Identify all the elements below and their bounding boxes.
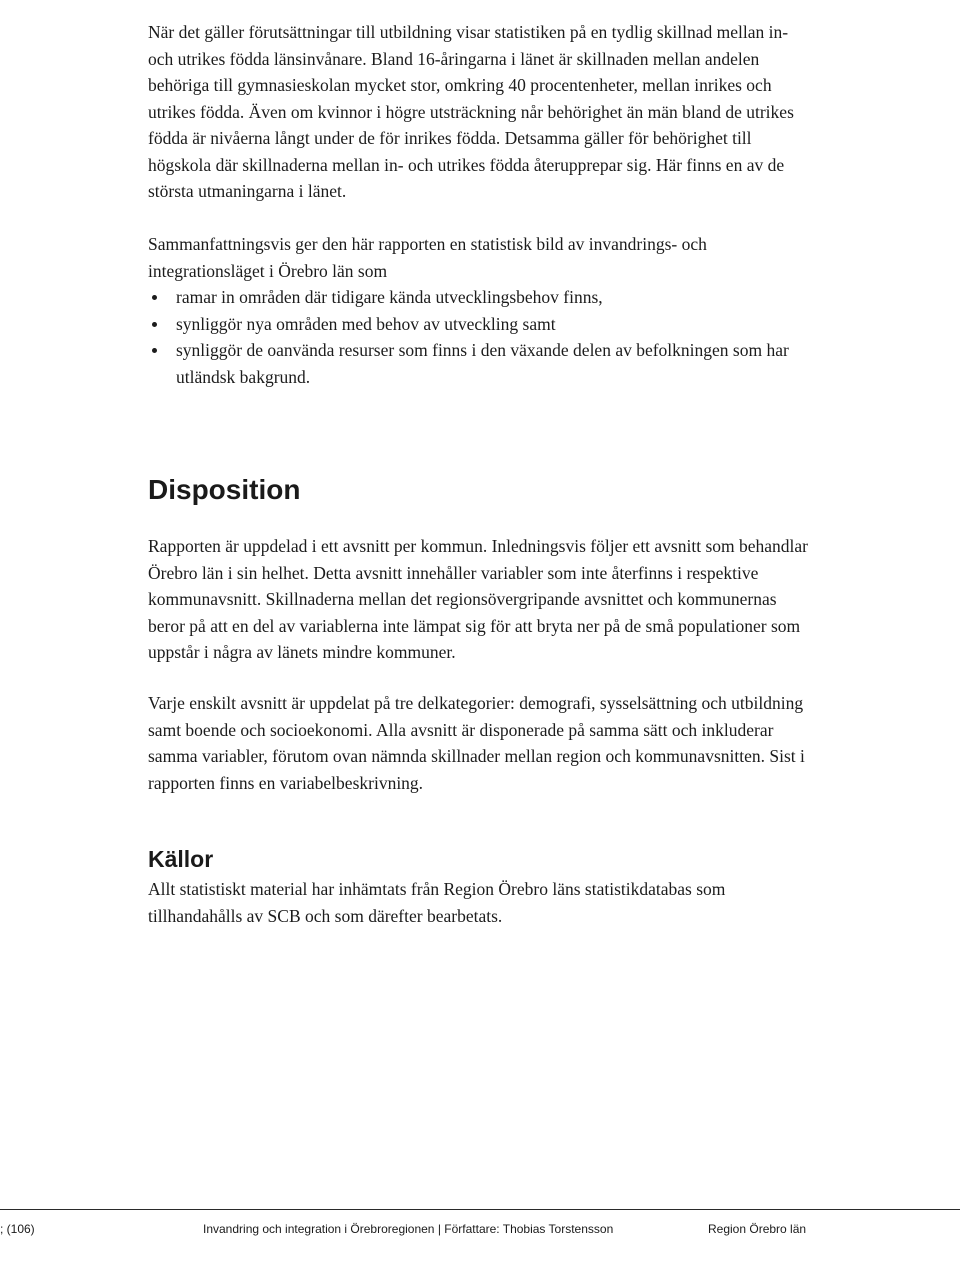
bullet-icon [152,348,157,353]
footer-organization: Region Örebro län [708,1222,807,1236]
footer-page-number: ; (106) [0,1222,35,1236]
bullet-icon [152,322,157,327]
list-item [148,311,808,338]
summary-bullet-list [148,284,808,390]
disposition-paragraph-2: Varje enskilt avsnitt är uppdelat på tre delkategorier: demografi, sysselsättning och utbildning samt boende och socioekonomi. Alla avsnitt är disponerade på samma sätt och inkluderar samma variabler, förutom ovan nämnda skillnader mellan region och kommunavsnitten. Sist i rapporten finns en variabelbeskrivning. [148,693,805,793]
list-item [148,337,808,390]
list-item-text: ramar in områden där tidigare kända utvecklingsbehov finns, [176,287,603,307]
list-item [148,284,808,311]
footer-report-title: Invandring och integration i Örebroregionen | Författare: Thobias Torstensson [203,1222,614,1236]
intro-paragraph: När det gäller förutsättningar till utbildning visar statistiken på en tydlig skillnad mellan in- och utrikes födda länsinvånare. Bland 16-åringarna i länet är skillnaden mellan andelen behöriga till gymnasieskolan mycket stor, omkring 40 procentenheter, mellan inrikes och utrikes födda. Även om kvinnor i högre utsträckning når behörighet än män bland de utrikes födda är nivåerna långt under de för inrikes födda. Detsamma gäller för behörighet till högskola där skillnaderna mellan in- och utrikes födda återupprepar sig. Här finns en av de största utmaningarna i länet. [148,22,794,201]
bullet-icon [152,295,157,300]
list-item-text: synliggör de oanvända resurser som finns i den växande delen av befolkningen som har utländsk bakgrund. [176,340,789,387]
sources-heading: Källor [148,846,214,872]
sources-paragraph: Allt statistiskt material har inhämtats från Region Örebro läns statistikdatabas som tillhandahålls av SCB och som därefter bearbetats. [148,879,726,926]
disposition-paragraph-1: Rapporten är uppdelad i ett avsnitt per kommun. Inledningsvis följer ett avsnitt som behandlar Örebro län i sin helhet. Detta avsnitt innehåller variabler som inte återfinns i respektive kommunavsnitt. Skillnaderna mellan det regionsövergripande avsnittet och kommunernas beror på att en del av variablerna inte lämpat sig för att bryta ner på de små populationer som uppstår i några av länets mindre kommuner. [148,536,808,662]
disposition-heading: Disposition [148,474,301,505]
footer-divider [0,1209,960,1210]
summary-paragraph: Sammanfattningsvis ger den här rapporten en statistisk bild av invandrings- och integrationsläget i Örebro län som [148,234,707,281]
list-item-text: synliggör nya områden med behov av utveckling samt [176,313,556,334]
